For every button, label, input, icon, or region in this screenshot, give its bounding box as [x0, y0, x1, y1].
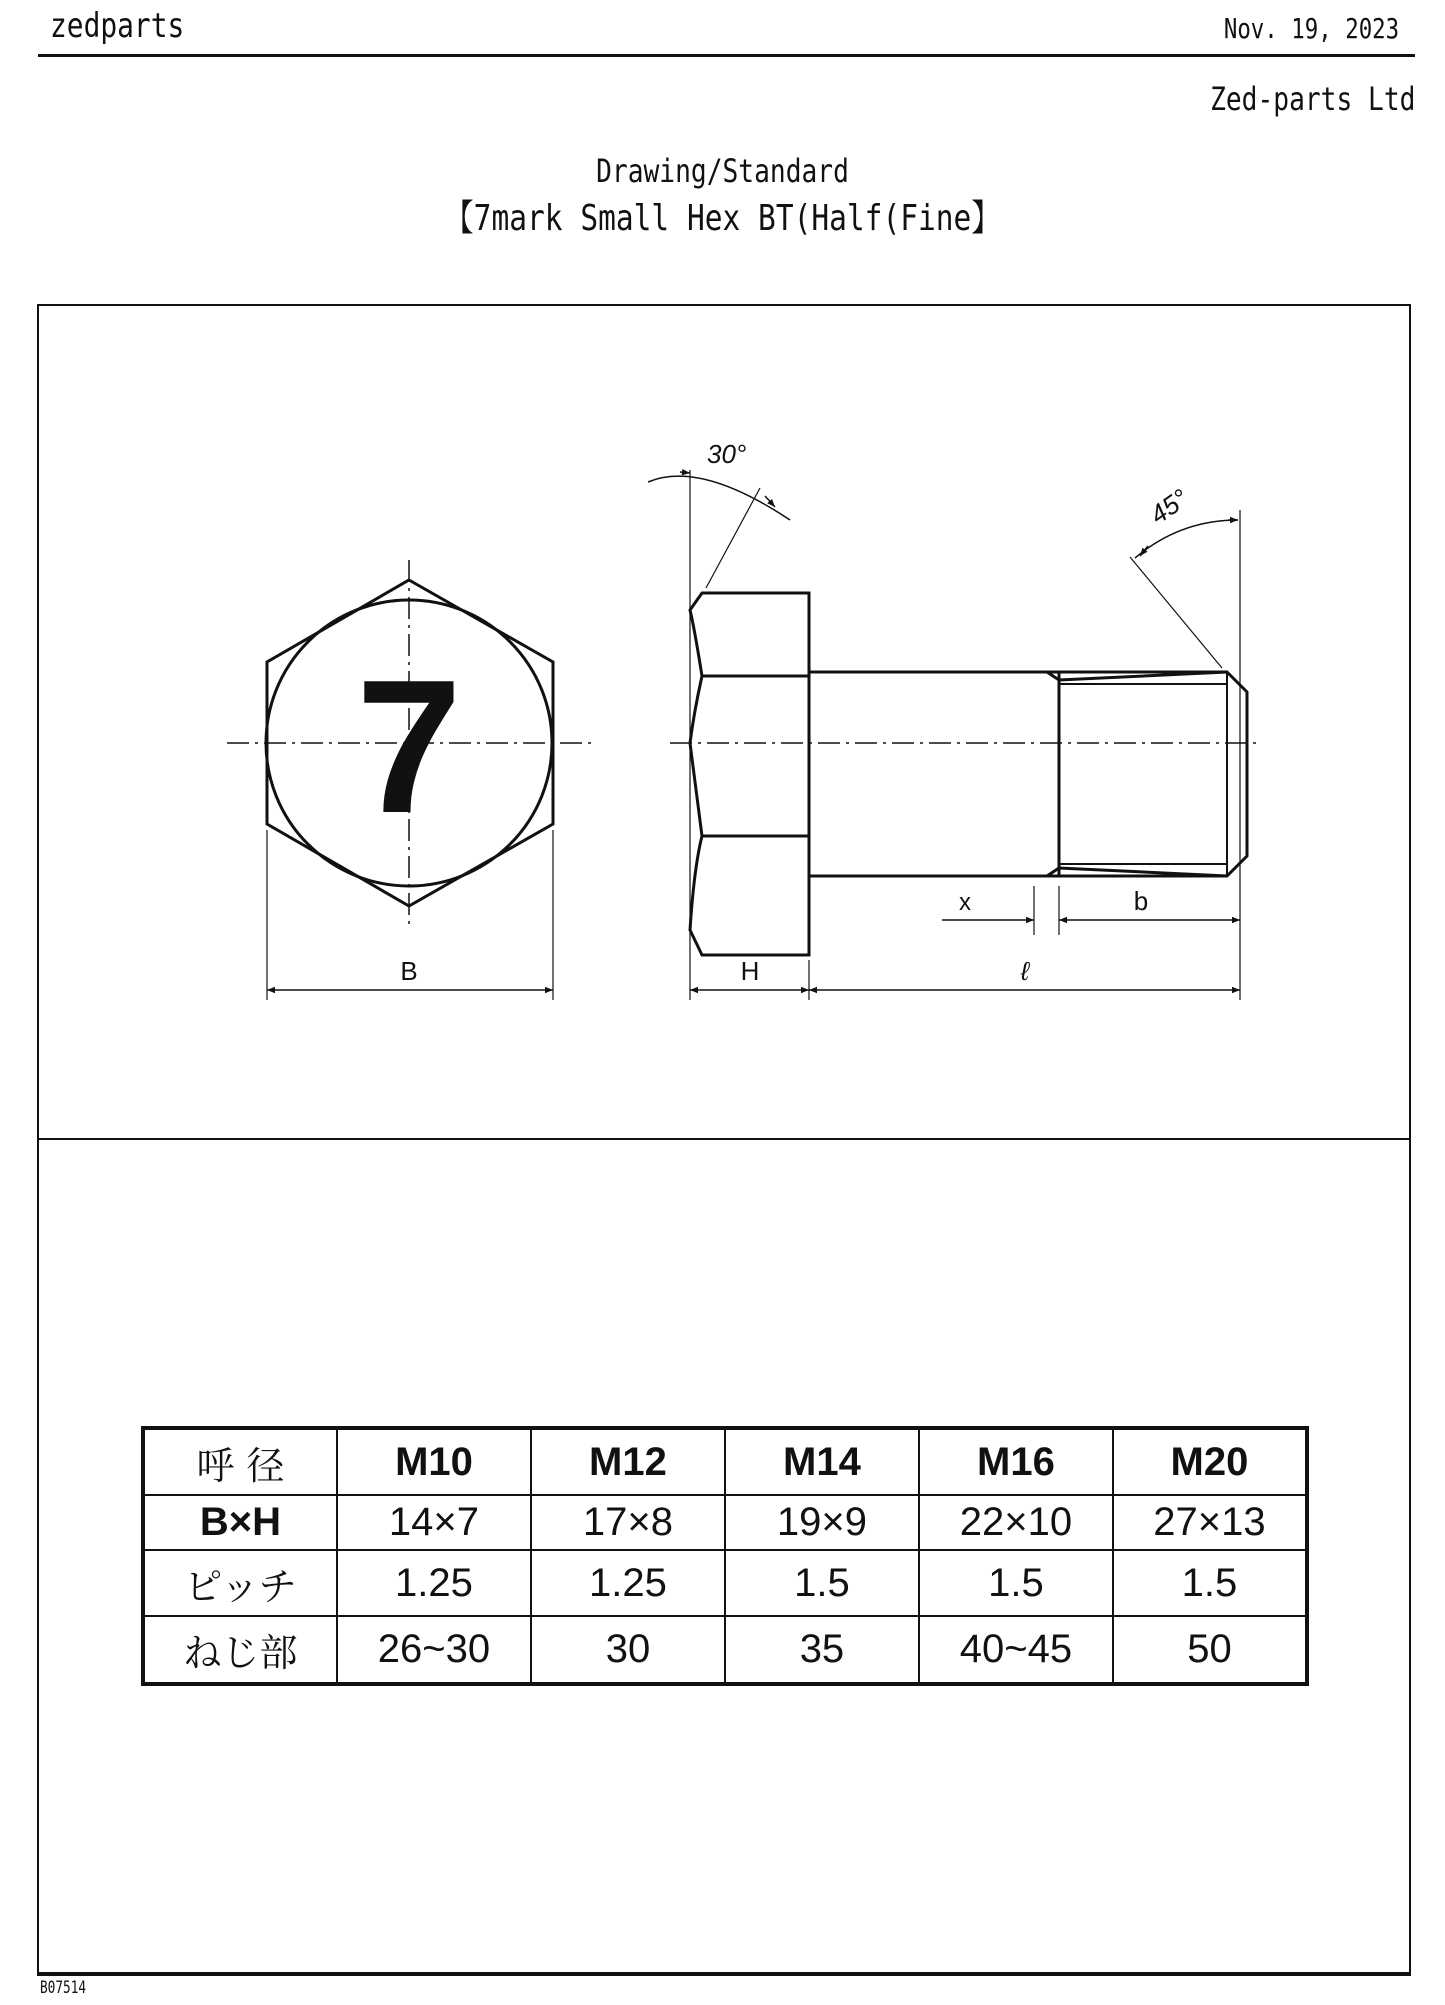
document-type: Drawing/Standard — [596, 152, 849, 190]
table-row-size — [143, 1428, 1307, 1495]
bxh-cell: 14×7 — [337, 1495, 531, 1550]
pitch-cell: 1.5 — [919, 1550, 1113, 1616]
angle-45-label: 45° — [1144, 482, 1194, 530]
dim-label-b: b — [1133, 886, 1149, 916]
thread-cell: 35 — [725, 1616, 919, 1684]
dim-label-H: H — [740, 956, 760, 986]
head-mark-7: 7 — [356, 641, 462, 853]
thread-cell: 30 — [531, 1616, 725, 1684]
document-code: B07514 — [40, 1978, 87, 1998]
size-cell: M10 — [337, 1428, 531, 1495]
row-label: ねじ部 — [143, 1616, 337, 1684]
bxh-cell: 17×8 — [531, 1495, 725, 1550]
document-date: Nov. 19, 2023 — [1223, 12, 1399, 45]
thread-cell: 26~30 — [337, 1616, 531, 1684]
table-row-thread-length — [143, 1616, 1307, 1684]
row-label: ピッチ — [143, 1550, 337, 1616]
size-cell: M20 — [1113, 1428, 1307, 1495]
dim-label-B: B — [400, 956, 418, 986]
table-row-pitch — [143, 1550, 1307, 1616]
brand-name: zedparts — [50, 6, 185, 46]
product-title: 【7mark Small Hex BT(Half(Fine】 — [444, 198, 1001, 239]
dim-label-l: ℓ — [1020, 956, 1030, 986]
row-label: B×H — [143, 1495, 337, 1550]
pitch-cell: 1.5 — [1113, 1550, 1307, 1616]
angle-30-label: 30° — [707, 439, 747, 469]
thread-cell: 40~45 — [919, 1616, 1113, 1684]
pitch-cell: 1.25 — [337, 1550, 531, 1616]
row-label: 呼 径 — [143, 1428, 337, 1495]
bxh-cell: 19×9 — [725, 1495, 919, 1550]
thread-cell: 50 — [1113, 1616, 1307, 1684]
dim-label-x: x — [959, 889, 971, 916]
table-row-bxh — [143, 1495, 1307, 1550]
size-cell: M16 — [919, 1428, 1113, 1495]
company-name: Zed-parts Ltd — [1209, 80, 1415, 118]
spec-table — [141, 1426, 1309, 1686]
size-cell: M14 — [725, 1428, 919, 1495]
pitch-cell: 1.25 — [531, 1550, 725, 1616]
pitch-cell: 1.5 — [725, 1550, 919, 1616]
size-cell: M12 — [531, 1428, 725, 1495]
bxh-cell: 27×13 — [1113, 1495, 1307, 1550]
bxh-cell: 22×10 — [919, 1495, 1113, 1550]
